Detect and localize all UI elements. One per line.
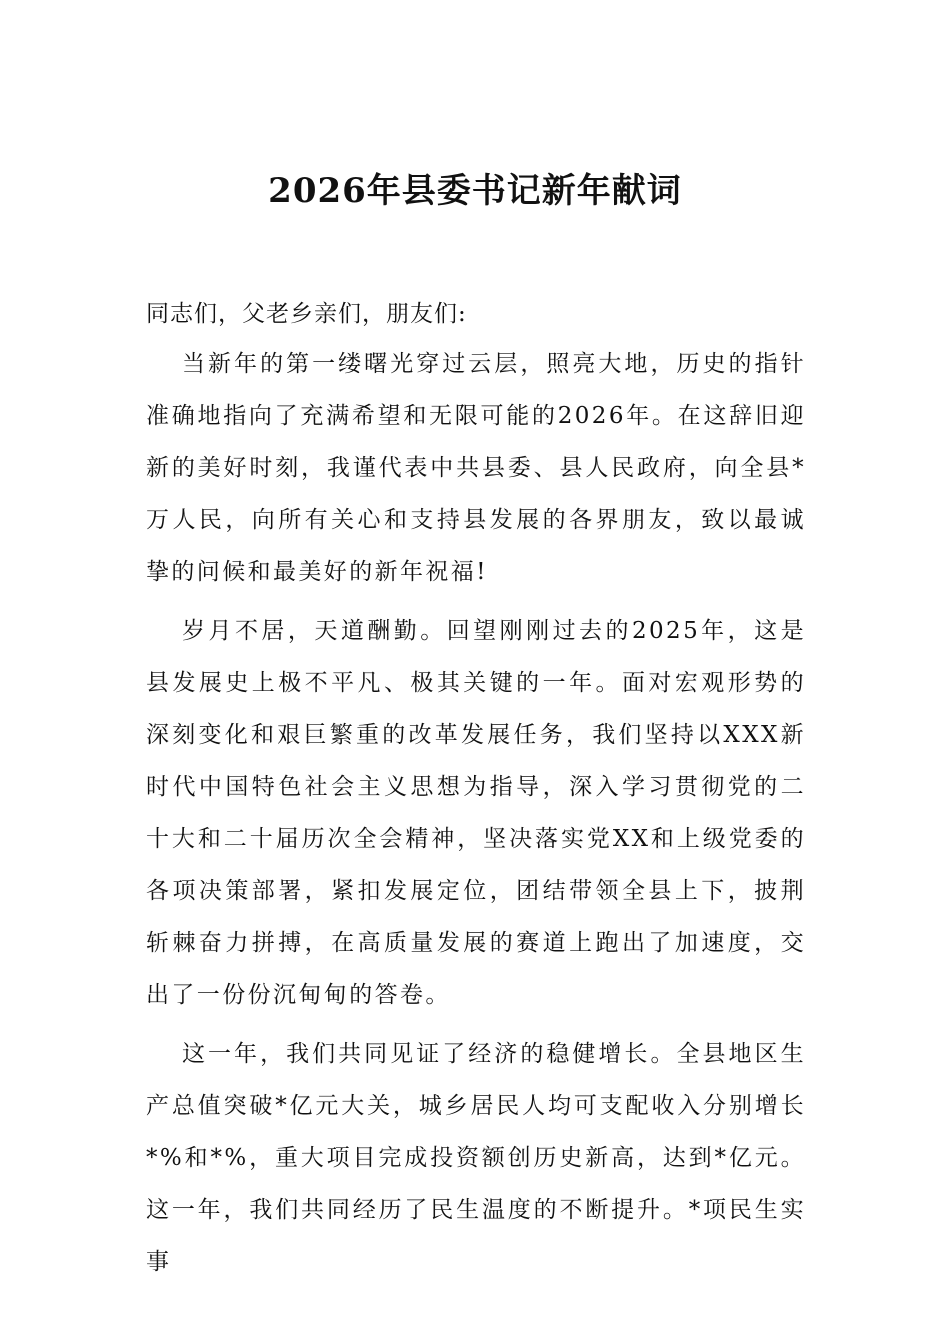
document-title: 2026年县委书记新年献词 (268, 170, 682, 211)
paragraph-1: 当新年的第一缕曙光穿过云层，照亮大地，历史的指针准确地指向了充满希望和无限可能的2026年。在这辞旧迎新的美好时刻，我谨代表中共县委、县人民政府，向全县*万人民，向所有关心和支持县发展的各界朋友，致以最诚挚的问候和最美好的新年祝福! (146, 351, 806, 585)
document-body (146, 290, 806, 1295)
paragraph-3: 这一年，我们共同见证了经济的稳健增长。全县地区生产总值突破*亿元大关，城乡居民人均可支配收入分别增长*%和*%，重大项目完成投资额创历史新高，达到*亿元。这一年，我们共同经历了民生温度的不断提升。*项民生实事 (146, 1041, 806, 1275)
salutation: 同志们，父老乡亲们，朋友们: (146, 301, 467, 327)
paragraph-2: 岁月不居，天道酬勤。回望刚刚过去的2025年，这是县发展史上极不平凡、极其关键的一年。面对宏观形势的深刻变化和艰巨繁重的改革发展任务，我们坚持以XXX新时代中国特色社会主义思想为指导，深入学习贯彻党的二十大和二十届历次全会精神，坚决落实党XX和上级党委的各项决策部署，紧扣发展定位，团结带领全县上下，披荆斩棘奋力拼搏，在高质量发展的赛道上跑出了加速度，交出了一份份沉甸甸的答卷。 (146, 618, 806, 1008)
